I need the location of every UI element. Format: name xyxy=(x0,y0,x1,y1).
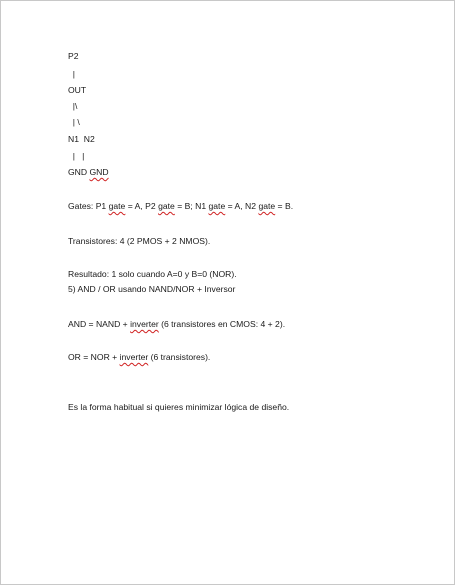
or-prefix: OR = NOR + xyxy=(68,352,120,362)
diagram-line-p2: P2 xyxy=(68,51,79,61)
gates-suffix: = B. xyxy=(275,201,294,211)
and-paragraph xyxy=(68,319,285,330)
diagram-line-branch-2: | \ xyxy=(68,117,80,127)
inverter-word-2[interactable]: inverter xyxy=(119,352,149,362)
gate-word-3[interactable]: gate xyxy=(208,201,226,211)
diagram-line-gnd xyxy=(68,167,109,178)
closing-paragraph: Es la forma habitual si quieres minimizar lógica de diseño. xyxy=(68,402,290,412)
inverter-word-1[interactable]: inverter xyxy=(130,319,159,329)
gate-word-2[interactable]: gate xyxy=(158,201,175,211)
and-prefix: AND = NAND + xyxy=(68,319,131,329)
diagram-line-branch-1: |\ xyxy=(68,101,78,111)
diagram-line-wire-1: | xyxy=(68,69,76,79)
or-paragraph xyxy=(68,352,210,363)
section-heading: 5) AND / OR usando NAND/NOR + Inversor xyxy=(68,284,236,294)
gnd-label: GND GND xyxy=(68,167,109,177)
gnd-word-2[interactable]: GND xyxy=(89,167,109,177)
or-suffix: (6 transistores). xyxy=(148,352,211,362)
gates-prefix: Gates: P1 xyxy=(68,201,109,211)
gates-mid-2: = B; N1 xyxy=(174,201,209,211)
gate-word-1[interactable]: gate xyxy=(108,201,126,211)
gates-paragraph xyxy=(68,201,293,212)
transistors-paragraph: Transistores: 4 (2 PMOS + 2 NMOS). xyxy=(68,236,211,246)
gate-word-4[interactable]: gate xyxy=(258,201,276,211)
gates-mid-1: = A, P2 xyxy=(125,201,159,211)
and-suffix: (6 transistores en CMOS: 4 + 2). xyxy=(158,319,286,329)
gates-mid-3: = A, N2 xyxy=(225,201,259,211)
resultado-paragraph: Resultado: 1 solo cuando A=0 y B=0 (NOR). xyxy=(68,269,237,279)
diagram-line-out: OUT xyxy=(68,85,87,95)
diagram-line-wire-2: | | xyxy=(68,151,85,161)
diagram-line-n1-n2: N1 N2 xyxy=(68,134,95,144)
